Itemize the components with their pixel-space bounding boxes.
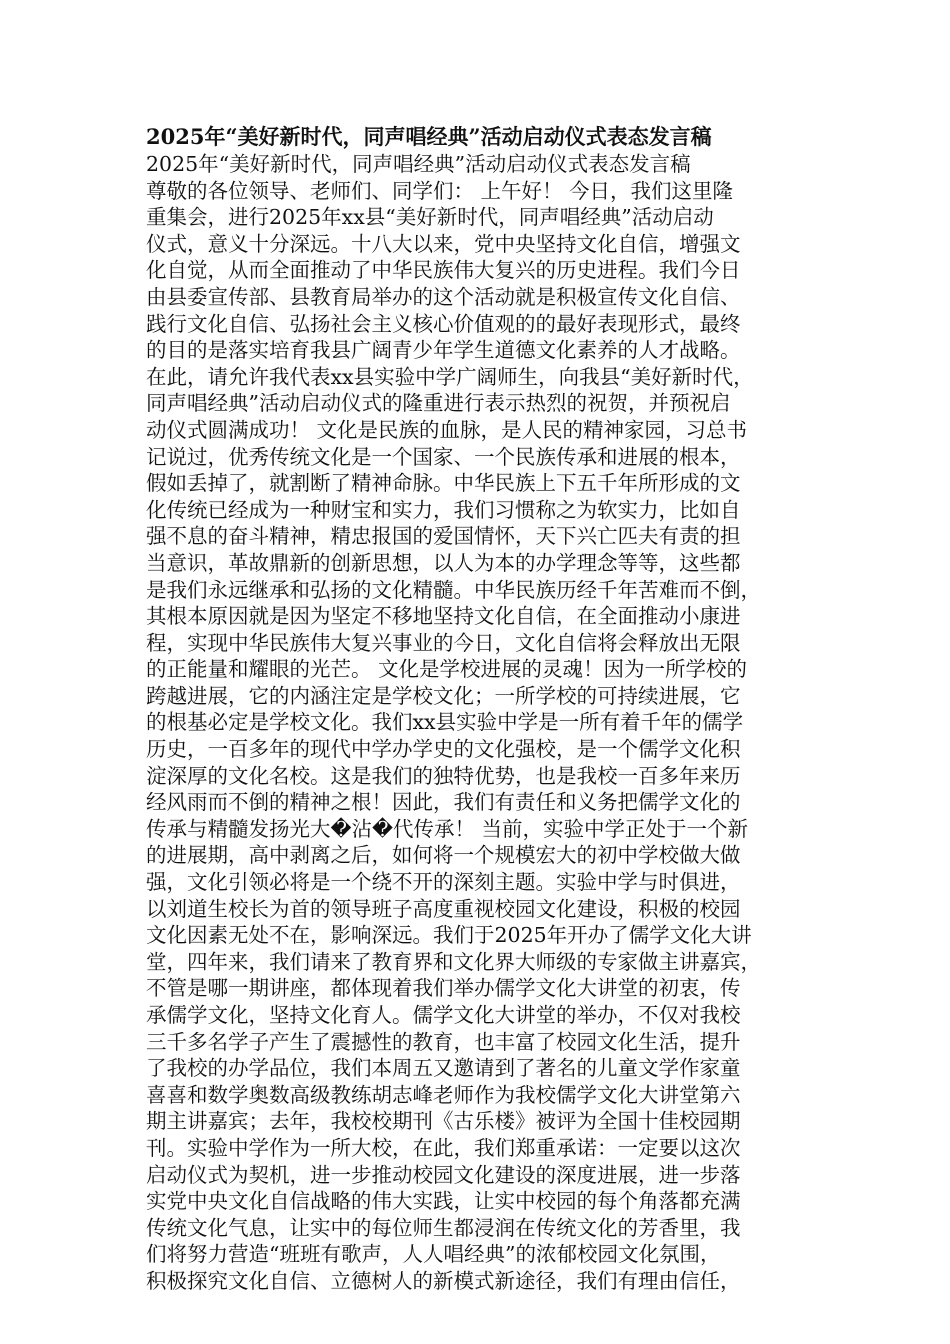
body-text-line: 传统文化气息，让实中的每位师生都浸润在传统文化的芳香里，我 [146,1215,741,1240]
body-text-line: 动仪式圆满成功！ 文化是民族的血脉，是人民的精神家园，习总书 [146,417,748,442]
body-text-line: 以刘道生校长为首的领导班子高度重视校园文化建设，积极的校园 [146,896,741,921]
body-text-line: 是我们永远继承和弘扬的文化精髓。中华民族历经千年苦难而不倒， [146,577,761,602]
body-text-line: 刊。实验中学作为一所大校，在此，我们郑重承诺：一定要以这次 [146,1135,741,1160]
body-text-line: 传承与精髓发扬光大�沾�代传承！ 当前，实验中学正处于一个新 [146,816,749,841]
body-text-line: 堂，四年来，我们请来了教育界和文化界大师级的专家做主讲嘉宾， [146,949,761,974]
body-text-line: 三千多名学子产生了震撼性的教育，也丰富了校园文化生活，提升 [146,1029,741,1054]
body-text-line: 启动仪式为契机，进一步推动校园文化建设的深度进展，进一步落 [146,1162,741,1187]
body-text-line: 淀深厚的文化名校。这是我们的独特优势，也是我校一百多年来历 [146,763,741,788]
body-text-line: 喜喜和数学奥数高级教练胡志峰老师作为我校儒学文化大讲堂第六 [146,1082,741,1107]
document-title: 2025年“美好新时代，同声唱经典”活动启动仪式表态发言稿 [146,124,712,149]
body-text-line: 化传统已经成为一种财宝和实力，我们习惯称之为软实力，比如自 [146,497,741,522]
body-text-line: 化自觉，从而全面推动了中华民族伟大复兴的历史进程。我们今日 [146,258,741,283]
body-text-line: 实党中央文化自信战略的伟大实践，让实中校园的每个角落都充满 [146,1189,741,1214]
body-text-line: 仪式，意义十分深远。十八大以来，党中央坚持文化自信，增强文 [146,231,741,256]
body-text-line: 程，实现中华民族伟大复兴事业的今日，文化自信将会释放出无限 [146,630,741,655]
body-text-line: 的根基必定是学校文化。我们xx县实验中学是一所有着千年的儒学 [146,710,744,735]
body-text-line: 的目的是落实培育我县广阔青少年学生道德文化素养的人才战略。 [146,338,741,363]
body-text-line: 记说过，优秀传统文化是一个国家、一个民族传承和进展的根本， [146,444,741,469]
body-text-line: 由县委宣传部、县教育局举办的这个活动就是积极宣传文化自信、 [146,284,741,309]
body-text-line: 历史，一百多年的现代中学办学史的文化强校，是一个儒学文化积 [146,737,741,762]
body-text-line: 了我校的办学品位，我们本周五又邀请到了著名的儿童文学作家童 [146,1056,741,1081]
body-text-line: 强，文化引领必将是一个绕不开的深刻主题。实验中学与时俱进， [146,870,741,895]
body-text-line: 2025年“美好新时代，同声唱经典”活动启动仪式表态发言稿 [146,152,691,176]
body-text-line: 重集会，进行2025年xx县“美好新时代，同声唱经典”活动启动 [146,205,714,230]
body-text-line: 期主讲嘉宾；去年，我校校期刊《古乐楼》被评为全国十佳校园期 [146,1109,741,1134]
body-text-line: 积极探究文化自信、立德树人的新模式新途径，我们有理由信任， [146,1268,741,1293]
body-text-line: 们将努力营造“班班有歌声，人人唱经典”的浓郁校园文化氛围， [146,1242,721,1267]
body-text-line: 践行文化自信、弘扬社会主义核心价值观的的最好表现形式，最终 [146,311,741,336]
body-text-line: 尊敬的各位领导、老师们、同学们： 上午好！ 今日，我们这里隆 [146,178,734,203]
body-text-line: 强不息的奋斗精神，精忠报国的爱国情怀，天下兴亡匹夫有责的担 [146,524,741,549]
body-text-line: 承儒学文化，坚持文化育人。儒学文化大讲堂的举办，不仅对我校 [146,1003,741,1027]
body-text-line: 当意识，革故鼎新的创新思想，以人为本的办学理念等等，这些都 [146,550,741,575]
body-text-line: 跨越进展，它的内涵注定是学校文化；一所学校的可持续进展，它 [146,683,741,708]
body-text-line: 在此，请允许我代表xx县实验中学广阔师生，向我县“美好新时代， [146,364,754,389]
document-body [146,151,786,1295]
body-text-line: 文化因素无处不在，影响深远。我们于2025年开办了儒学文化大讲 [146,923,752,948]
body-text-line: 同声唱经典”活动启动仪式的隆重进行表示热烈的祝贺，并预祝启 [146,391,731,416]
body-text-line: 其根本原因就是因为坚定不移地坚持文化自信，在全面推动小康进 [146,604,741,629]
body-text-line: 的进展期，高中剥离之后，如何将一个规模宏大的初中学校做大做 [146,843,741,868]
body-text-line: 不管是哪一期讲座，都体现着我们举办儒学文化大讲堂的初衷，传 [146,976,741,1001]
body-text-line: 的正能量和耀眼的光芒。 文化是学校进展的灵魂！因为一所学校的 [146,657,748,682]
body-text-line: 假如丢掉了，就割断了精神命脉。中华民族上下五千年所形成的文 [146,471,741,496]
body-text-line: 经风雨而不倒的精神之根！因此，我们有责任和义务把儒学文化的 [146,790,741,815]
